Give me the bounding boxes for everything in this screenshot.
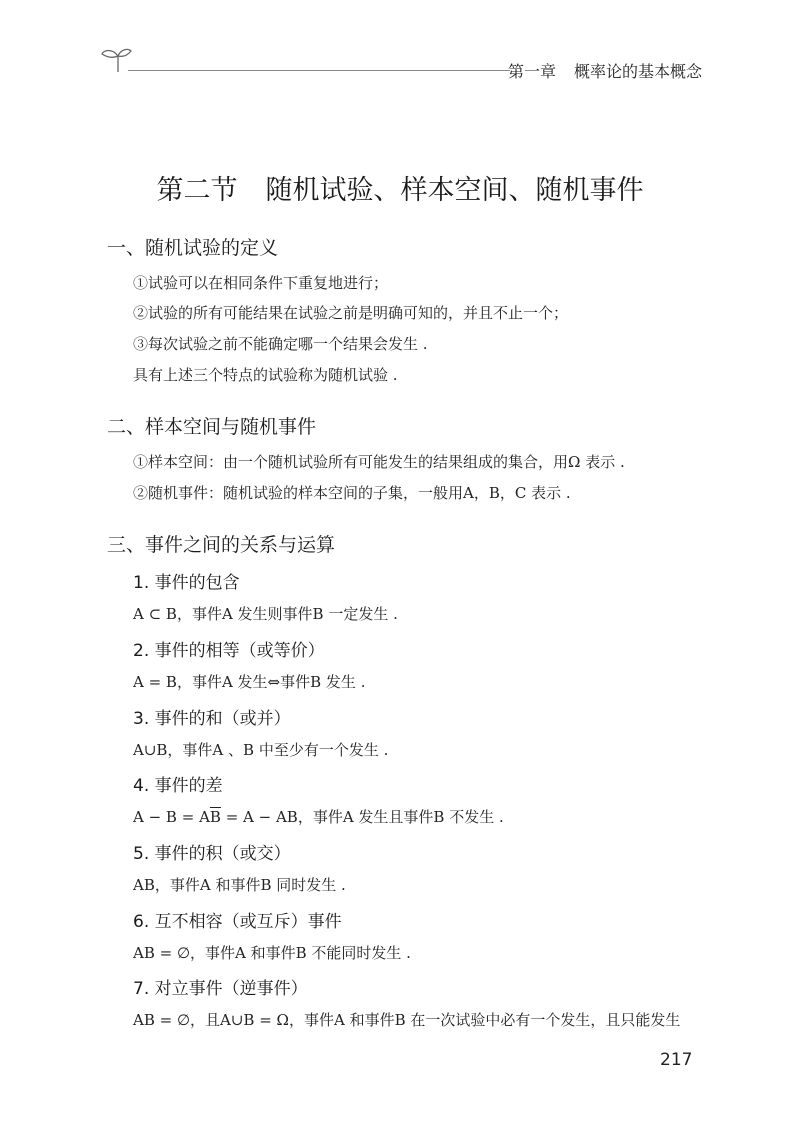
chapter-title: 概率论的基本概念: [573, 62, 702, 81]
item-1-text: A ⊂ B，事件A 发生则事件B 一定发生 .: [133, 605, 398, 623]
item-4-text-pre: A − B = A: [133, 808, 210, 826]
item-2-title: 2. 事件的相等（或等价）: [133, 641, 325, 661]
item-4-title: 4. 事件的差: [133, 776, 223, 796]
part2-line-2: ②随机事件：随机试验的样本空间的子集，一般用A，B，C 表示 .: [133, 484, 571, 502]
item-6-text: AB = ∅，事件A 和事件B 不能同时发生 .: [133, 944, 411, 962]
part2-line-1: ①样本空间：由一个随机试验所有可能发生的结果组成的集合，用Ω 表示 .: [133, 453, 625, 471]
item-4-text-complement: $\overline{B}$: [209, 808, 221, 826]
header-rule: [128, 70, 510, 71]
part1-line-4: 具有上述三个特点的试验称为随机试验 .: [133, 366, 398, 384]
item-7-title: 7. 对立事件（逆事件）: [133, 979, 308, 999]
page-number: 217: [660, 1050, 693, 1070]
item-4-text-post: = A − AB，事件A 发生且事件B 不发生 .: [220, 808, 504, 826]
item-5-text: AB，事件A 和事件B 同时发生 .: [133, 876, 346, 894]
item-3-text: A∪B，事件A 、B 中至少有一个发生 .: [133, 741, 389, 759]
sprout-icon: [98, 42, 134, 78]
item-6-title: 6. 互不相容（或互斥）事件: [133, 912, 342, 932]
item-5-title: 5. 事件的积（或交）: [133, 844, 291, 864]
item-4-text: [133, 806, 504, 827]
section-title: [0, 168, 800, 207]
chapter-number: 第一章: [507, 62, 556, 81]
heading-part1: 一、随机试验的定义: [107, 237, 279, 259]
section-number: 第二节: [156, 175, 238, 206]
item-3-title: 3. 事件的和（或并）: [133, 709, 291, 729]
part1-line-1: ①试验可以在相同条件下重复地进行；: [133, 274, 389, 292]
item-1-title: 1. 事件的包含: [133, 573, 240, 593]
part1-line-3: ③每次试验之前不能确定哪一个结果会发生 .: [133, 335, 428, 353]
item-2-text: A = B，事件A 发生⇔事件B 发生 .: [133, 673, 366, 691]
running-header: [98, 42, 702, 82]
chapter-label: [508, 59, 702, 82]
heading-part3: 三、事件之间的关系与运算: [107, 534, 336, 556]
item-7-text: AB = ∅，且A∪B = Ω，事件A 和事件B 在一次试验中必有一个发生，且只能发生: [133, 1011, 681, 1029]
part1-line-2: ②试验的所有可能结果在试验之前是明确可知的，并且不止一个；: [133, 304, 569, 322]
section-name: 随机试验、样本空间、随机事件: [265, 175, 644, 206]
heading-part2: 二、样本空间与随机事件: [107, 416, 317, 438]
